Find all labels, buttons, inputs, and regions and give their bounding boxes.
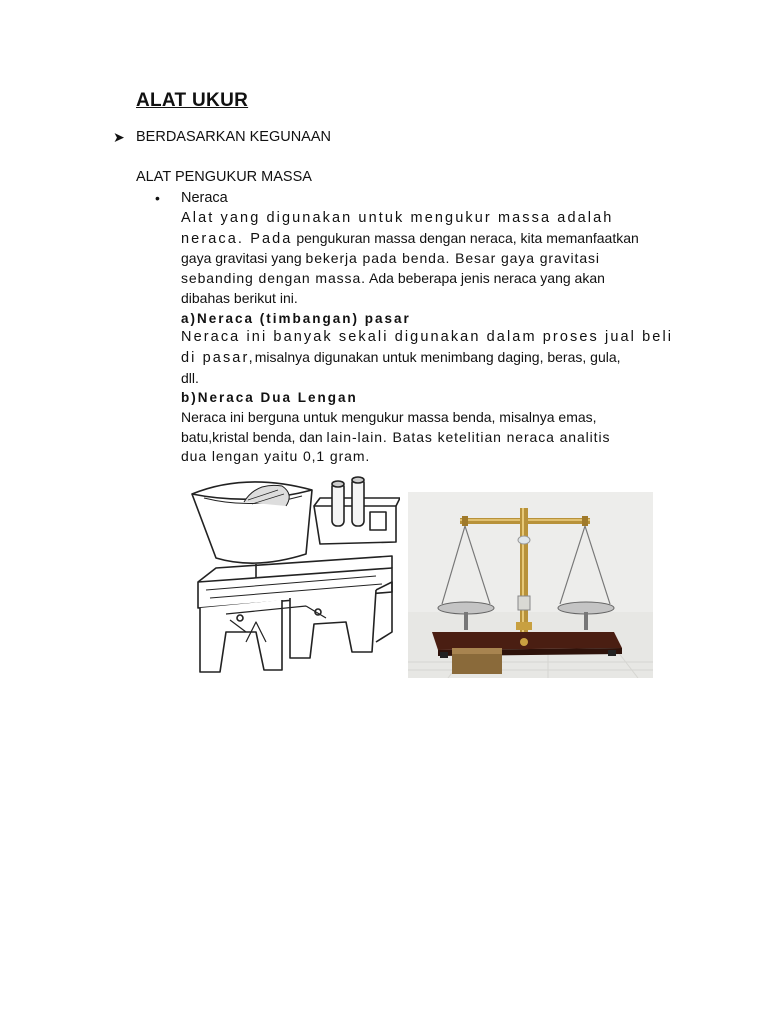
two-arm-balance-photo bbox=[408, 492, 653, 678]
body-text bbox=[181, 209, 691, 467]
paragraph-line bbox=[181, 269, 691, 289]
market-scale-illustration bbox=[186, 472, 400, 680]
paragraph-line: Neraca ini berguna untuk mengukur massa benda, misalnya emas, bbox=[181, 409, 597, 426]
paragraph-line: dll. bbox=[181, 369, 199, 386]
page-title: ALAT UKUR bbox=[136, 90, 249, 111]
section-heading: BERDASARKAN KEGUNAAN bbox=[136, 129, 331, 145]
text-span: Ada beberapa jenis neraca yang akan bbox=[365, 270, 605, 287]
subsection-heading: ALAT PENGUKUR MASSA bbox=[136, 169, 312, 185]
bullet-label: Neraca bbox=[181, 190, 228, 206]
subheading-b: b)Neraca Dua Lengan bbox=[181, 390, 358, 406]
subheading-a: a)Neraca (timbangan) pasar bbox=[181, 310, 411, 326]
text-span: gaya gravitasi yang bbox=[181, 250, 306, 267]
paragraph-line: dua lengan yaitu 0,1 gram. bbox=[181, 448, 371, 465]
text-span: misalnya digunakan untuk menimbang daging, beras, gula, bbox=[254, 348, 621, 365]
text-span: bekerja pada benda. Besar gaya gravitasi bbox=[305, 250, 600, 267]
arrow-bullet-icon: ➤ bbox=[113, 129, 125, 145]
paragraph-line: Alat yang digunakan untuk mengukur massa adalah bbox=[181, 210, 614, 226]
paragraph-line bbox=[181, 348, 691, 369]
text-span: pengukuran massa dengan neraca, kita memanfaatkan bbox=[292, 229, 639, 246]
text-span: batu,kristal benda, dan bbox=[181, 428, 327, 445]
text-span: sebanding dengan massa. bbox=[181, 270, 366, 287]
paragraph-line bbox=[181, 229, 691, 250]
text-span: di pasar, bbox=[181, 349, 255, 366]
paragraph-line bbox=[181, 249, 691, 269]
paragraph-line bbox=[181, 428, 691, 448]
paragraph-line: dibahas berikut ini. bbox=[181, 289, 298, 306]
paragraph-line: Neraca ini banyak sekali digunakan dalam proses jual beli bbox=[181, 329, 674, 346]
bullet-dot-icon: • bbox=[155, 190, 160, 206]
text-span: lain-lain. Batas ketelitian neraca analitis bbox=[326, 428, 611, 445]
text-span: neraca. Pada bbox=[181, 230, 293, 247]
